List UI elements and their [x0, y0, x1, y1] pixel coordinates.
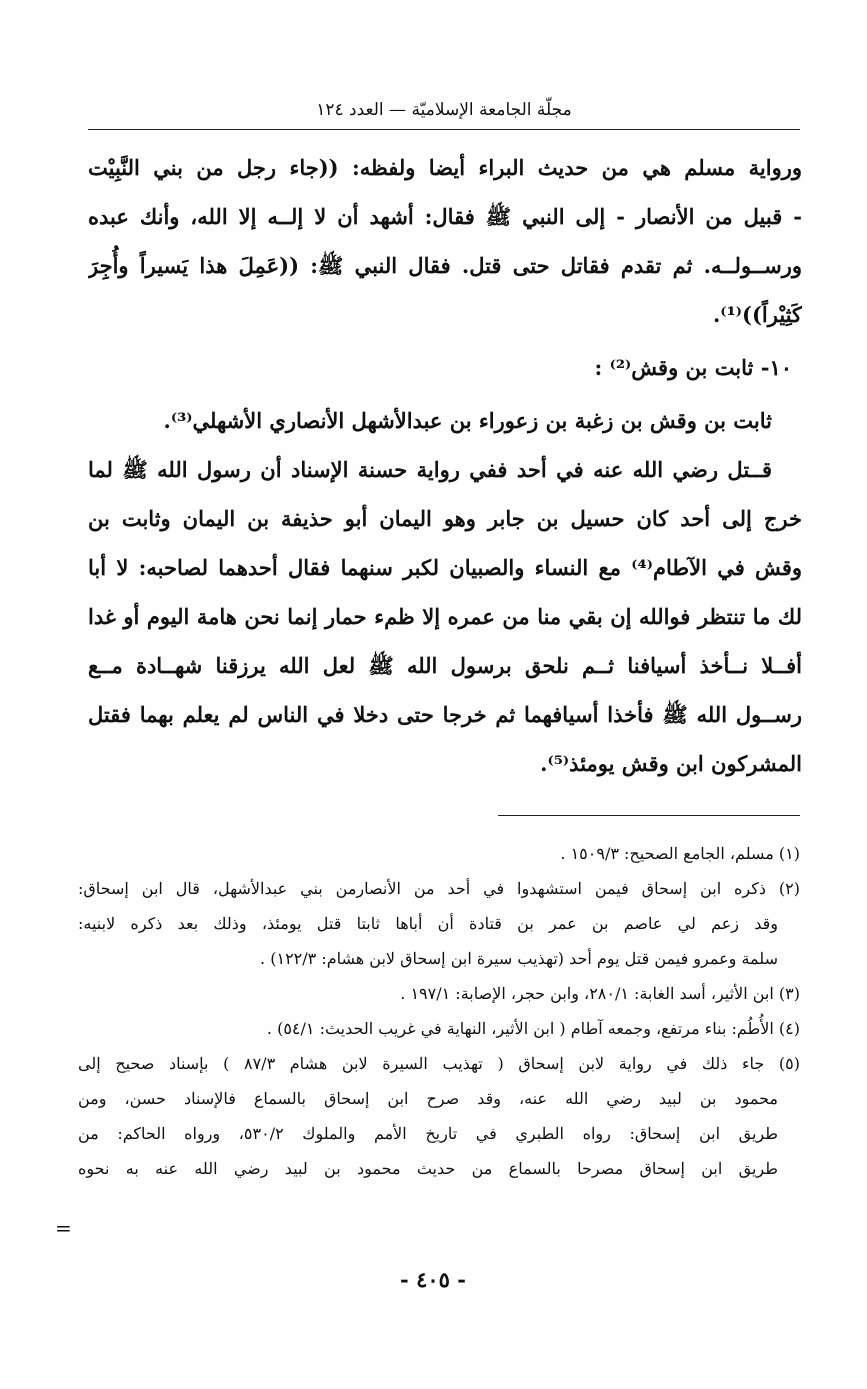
page-number: - ٤٠٥ - [400, 1267, 466, 1292]
footnote-line: طريق ابن إسحاق مصرحا بالسماع من حديث محمود بن لبيد رضي الله عنه به نحوه [78, 1159, 778, 1178]
main-text [88, 143, 802, 788]
body-line: رســول الله ﷺ فأخذا أسيافهما ثم خرجا حتى دخلا في الناس لم يعلم بهما فقتل [88, 702, 802, 727]
footnote-line: (٢) ذكره ابن إسحاق فيمن استشهدوا في أحد من الأنصارمن بني عبدالأشهل، قال ابن إسحاق: [78, 879, 800, 898]
body-line: ورســولــه. ثم تقدم فقاتل حتى قتل. فقال النبي ﷺ: ((عَمِلَ هذا يَسيراً وأُجِرَ [88, 253, 802, 278]
footnote-line: (٥) جاء ذلك في رواية لابن إسحاق ( تهذيب السيرة لابن هشام ٨٧/٣ ) بإسناد صحيح إلى [78, 1054, 800, 1073]
body-line: ورواية مسلم هي من حديث البراء أيضا ولفظه: ((جاء رجل من بني النَّبِيْت [88, 155, 802, 180]
footnote-line: (١) مسلم، الجامع الصحيح: ١٥٠٩/٣ . [560, 844, 800, 863]
body-line: - قبيل من الأنصار - إلى النبي ﷺ فقال: أشهد أن لا إلــه إلا الله، وأنك عبده [88, 204, 802, 229]
footnote-line: طريق ابن إسحاق: رواه الطبري في تاريخ الأمم والملوك ٥٣٠/٢، ورواه الحاكم: من [78, 1124, 778, 1143]
body-line: خرج إلى أحد كان حسيل بن جابر وهو اليمان أبو حذيفة بن اليمان وثابت بن [88, 506, 802, 531]
body-line: المشركون ابن وقش يومئذ⁽⁵⁾. [540, 751, 802, 776]
body-line: كَثِيْراً))⁽¹⁾. [712, 302, 802, 327]
header-rule [88, 129, 800, 130]
body-line: وقش في الآطام⁽⁴⁾ مع النساء والصبيان لكبر سنهما فقال أحدهما لصاحبه: لا أبا [88, 555, 802, 580]
body-line: لك ما تنتظر فوالله إن بقي منا من عمره إلا ظمء حمار إنما نحن هامة اليوم أو غدا [88, 604, 802, 629]
body-line: قــتل رضي الله عنه في أحد ففي رواية حسنة الإسناد أن رسول الله ﷺ لما [88, 457, 772, 482]
footnote-line: (٣) ابن الأثير، أسد الغابة: ٢٨٠/١، وابن حجر، الإصابة: ١٩٧/١ . [400, 984, 800, 1003]
body-line: أفــلا نــأخذ أسيافنا ثــم نلحق برسول الله ﷺ لعل الله يرزقنا شهــادة مــع [88, 653, 802, 678]
body-line: ثابت بن وقش بن زغبة بن زعوراء بن عبدالأشهل الأنصاري الأشهلي⁽³⁾. [163, 408, 772, 433]
footnote-rule [498, 815, 800, 816]
footnotes [78, 836, 800, 1186]
footnote-line: (٤) الأُطُم: بناء مرتفع، وجمعه آطام ( ابن الأثير، النهاية في غريب الحديث: ٥٤/١) . [266, 1019, 800, 1038]
continuation-mark: = [55, 1216, 72, 1240]
footnote-line: محمود بن لبيد رضي الله عنه، وقد صرح ابن إسحاق بالسماع فالإسناد حسن، ومن [78, 1089, 778, 1108]
running-head: مجلّة الجامعة الإسلاميّة — العدد ١٢٤ [316, 100, 572, 120]
footnote-line: وقد زعم لي عاصم بن عمر بن قتادة أن أباها ثابتا قتل يومئذ، وذلك بعد ذكره لابنيه: [78, 914, 778, 933]
section-heading: ١٠- ثابت بن وقش⁽²⁾ : [594, 355, 792, 380]
footnote-line: سلمة وعمرو فيمن قتل يوم أحد (تهذيب سيرة ابن إسحاق لابن هشام: ١٢٢/٣) . [260, 949, 778, 968]
